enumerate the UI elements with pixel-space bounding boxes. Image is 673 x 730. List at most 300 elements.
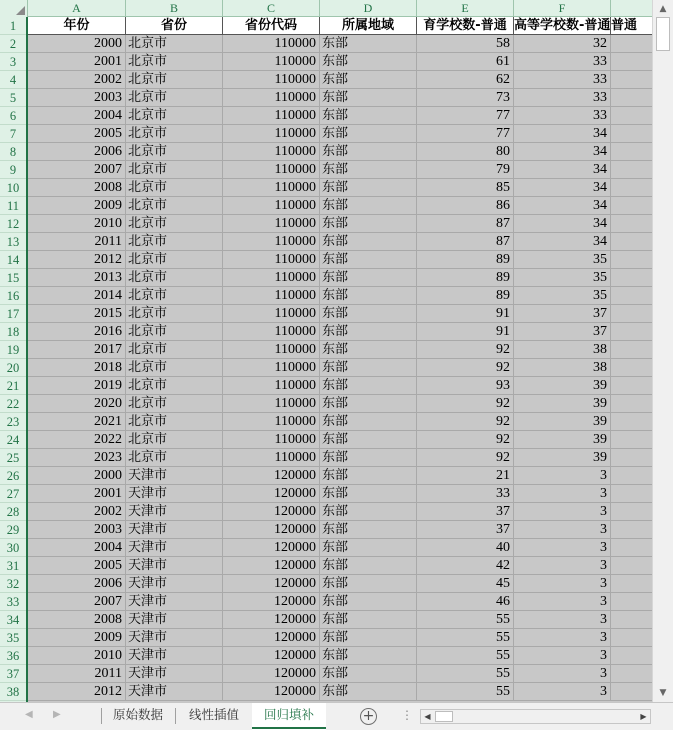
cell-province[interactable]: 北京市: [126, 395, 223, 413]
cell-year[interactable]: 2004: [28, 539, 126, 557]
cell-province[interactable]: 北京市: [126, 35, 223, 53]
cell-region[interactable]: 东部: [320, 53, 417, 71]
cell-e[interactable]: 55: [417, 683, 514, 701]
cell-f[interactable]: 3: [514, 539, 611, 557]
cell-region[interactable]: 东部: [320, 629, 417, 647]
row-header[interactable]: 34: [0, 611, 26, 629]
cell-region[interactable]: 东部: [320, 89, 417, 107]
cell-province-code[interactable]: 110000: [223, 179, 320, 197]
cell-province[interactable]: 北京市: [126, 89, 223, 107]
cell-province-code[interactable]: 120000: [223, 575, 320, 593]
cell-g[interactable]: [611, 305, 652, 323]
cell-g[interactable]: [611, 125, 652, 143]
row-header[interactable]: 11: [0, 197, 26, 215]
cell-f[interactable]: 3: [514, 611, 611, 629]
cell-province-code[interactable]: 110000: [223, 341, 320, 359]
cell-year[interactable]: 2008: [28, 179, 126, 197]
cell-region[interactable]: 东部: [320, 251, 417, 269]
cell-e[interactable]: 62: [417, 71, 514, 89]
cell-e[interactable]: 77: [417, 125, 514, 143]
cell-province-code[interactable]: 110000: [223, 107, 320, 125]
column-header-c[interactable]: C: [223, 0, 320, 17]
cell-f1[interactable]: 高等学校数-普通: [514, 18, 611, 33]
cell-g[interactable]: [611, 143, 652, 161]
cell-province[interactable]: 北京市: [126, 269, 223, 287]
cell-e[interactable]: 86: [417, 197, 514, 215]
cell-e[interactable]: 92: [417, 341, 514, 359]
cell-f[interactable]: 34: [514, 125, 611, 143]
cell-region[interactable]: 东部: [320, 179, 417, 197]
cell-year[interactable]: 2014: [28, 287, 126, 305]
cell-province-code[interactable]: 120000: [223, 683, 320, 701]
cell-year[interactable]: 2020: [28, 395, 126, 413]
cell-g[interactable]: [611, 449, 652, 467]
cell-f[interactable]: 37: [514, 323, 611, 341]
row-header[interactable]: 33: [0, 593, 26, 611]
tab-linear-interpolation[interactable]: 线性插值: [188, 707, 239, 722]
cell-province[interactable]: 天津市: [126, 485, 223, 503]
cell-year[interactable]: 2023: [28, 449, 126, 467]
row-header[interactable]: 23: [0, 413, 26, 431]
cell-region[interactable]: 东部: [320, 359, 417, 377]
cell-g[interactable]: [611, 503, 652, 521]
cell-province-code[interactable]: 110000: [223, 449, 320, 467]
vertical-scrollbar[interactable]: [652, 0, 673, 702]
cell-f[interactable]: 34: [514, 179, 611, 197]
row-header[interactable]: 7: [0, 125, 26, 143]
cell-f[interactable]: 3: [514, 593, 611, 611]
row-header[interactable]: 36: [0, 647, 26, 665]
cell-g[interactable]: [611, 647, 652, 665]
cell-year[interactable]: 2007: [28, 593, 126, 611]
cell-e[interactable]: 89: [417, 251, 514, 269]
cell-year[interactable]: 2013: [28, 269, 126, 287]
cell-g[interactable]: [611, 197, 652, 215]
cell-e[interactable]: 33: [417, 485, 514, 503]
cell-province-code[interactable]: 110000: [223, 359, 320, 377]
cell-province-code[interactable]: 120000: [223, 467, 320, 485]
row-header[interactable]: 37: [0, 665, 26, 683]
row-header[interactable]: 13: [0, 233, 26, 251]
cell-region[interactable]: 东部: [320, 575, 417, 593]
cell-f[interactable]: 38: [514, 341, 611, 359]
cell-region[interactable]: 东部: [320, 161, 417, 179]
cell-e[interactable]: 91: [417, 323, 514, 341]
cell-year[interactable]: 2019: [28, 377, 126, 395]
row-header[interactable]: 16: [0, 287, 26, 305]
cell-g[interactable]: [611, 629, 652, 647]
cell-g[interactable]: [611, 575, 652, 593]
cell-year[interactable]: 2010: [28, 215, 126, 233]
tab-regression-fill[interactable]: 回归填补: [252, 703, 326, 729]
cell-province[interactable]: 北京市: [126, 287, 223, 305]
cell-province[interactable]: 北京市: [126, 161, 223, 179]
cell-e[interactable]: 79: [417, 161, 514, 179]
cell-province[interactable]: 北京市: [126, 53, 223, 71]
cell-f[interactable]: 3: [514, 557, 611, 575]
row-header[interactable]: 5: [0, 89, 26, 107]
cell-year[interactable]: 2017: [28, 341, 126, 359]
select-all-corner[interactable]: [0, 0, 28, 17]
cell-f[interactable]: 33: [514, 89, 611, 107]
cell-region[interactable]: 东部: [320, 593, 417, 611]
cell-e1[interactable]: 育学校数-普通: [417, 17, 514, 35]
cell-year[interactable]: 2002: [28, 503, 126, 521]
cell-year[interactable]: 2002: [28, 71, 126, 89]
row-header[interactable]: 15: [0, 269, 26, 287]
cell-year[interactable]: 2001: [28, 485, 126, 503]
cell-f[interactable]: 32: [514, 35, 611, 53]
cell-f[interactable]: 3: [514, 521, 611, 539]
cell-f[interactable]: 3: [514, 683, 611, 701]
row-header[interactable]: 24: [0, 431, 26, 449]
cell-province-code[interactable]: 110000: [223, 377, 320, 395]
cell-region[interactable]: 东部: [320, 539, 417, 557]
cell-g[interactable]: [611, 593, 652, 611]
cell-year[interactable]: 2009: [28, 197, 126, 215]
cell-f[interactable]: 39: [514, 413, 611, 431]
column-header-a[interactable]: A: [28, 0, 126, 17]
cell-year[interactable]: 2006: [28, 143, 126, 161]
cell-e[interactable]: 40: [417, 539, 514, 557]
cell-province[interactable]: 北京市: [126, 179, 223, 197]
cell-province-code[interactable]: 120000: [223, 503, 320, 521]
cell-g[interactable]: [611, 539, 652, 557]
cell-province[interactable]: 天津市: [126, 647, 223, 665]
cell-e[interactable]: 61: [417, 53, 514, 71]
chevron-left-icon[interactable]: ◀: [424, 712, 431, 721]
cell-province[interactable]: 天津市: [126, 665, 223, 683]
cell-year[interactable]: 2000: [28, 35, 126, 53]
cell-province[interactable]: 北京市: [126, 359, 223, 377]
cell-e[interactable]: 45: [417, 575, 514, 593]
cell-region[interactable]: 东部: [320, 377, 417, 395]
cell-g[interactable]: [611, 35, 652, 53]
cell-year[interactable]: 2005: [28, 557, 126, 575]
row-header[interactable]: 29: [0, 521, 26, 539]
cell-f[interactable]: 39: [514, 449, 611, 467]
cell-region[interactable]: 东部: [320, 647, 417, 665]
row-header[interactable]: 3: [0, 53, 26, 71]
row-header[interactable]: 31: [0, 557, 26, 575]
column-header-b[interactable]: B: [126, 0, 223, 17]
cell-region[interactable]: 东部: [320, 233, 417, 251]
cell-f[interactable]: 34: [514, 215, 611, 233]
cell-region[interactable]: 东部: [320, 323, 417, 341]
cell-region[interactable]: 东部: [320, 143, 417, 161]
row-header[interactable]: 27: [0, 485, 26, 503]
cell-region[interactable]: 东部: [320, 35, 417, 53]
cell-region[interactable]: 东部: [320, 71, 417, 89]
chevron-right-icon[interactable]: ▶: [640, 712, 647, 721]
ellipsis-icon[interactable]: ⋮: [401, 708, 412, 722]
chevron-up-icon[interactable]: ▲: [659, 4, 667, 14]
cell-year[interactable]: 2016: [28, 323, 126, 341]
cell-region[interactable]: 东部: [320, 269, 417, 287]
cell-province[interactable]: 天津市: [126, 629, 223, 647]
cell-province-code[interactable]: 110000: [223, 71, 320, 89]
cell-province-code[interactable]: 120000: [223, 647, 320, 665]
cell-province-code[interactable]: 120000: [223, 665, 320, 683]
cell-year[interactable]: 2005: [28, 125, 126, 143]
cell-year[interactable]: 2012: [28, 683, 126, 701]
cell-g[interactable]: [611, 107, 652, 125]
cell-province[interactable]: 北京市: [126, 377, 223, 395]
cell-e[interactable]: 89: [417, 287, 514, 305]
cell-e[interactable]: 58: [417, 35, 514, 53]
tab-scroll-left-icon[interactable]: ◀: [25, 709, 33, 720]
row-header[interactable]: 9: [0, 161, 26, 179]
cell-e[interactable]: 92: [417, 431, 514, 449]
row-header-1[interactable]: 1: [0, 17, 26, 35]
cell-e[interactable]: 92: [417, 449, 514, 467]
cell-province-code[interactable]: 110000: [223, 89, 320, 107]
cell-g[interactable]: [611, 395, 652, 413]
cell-region[interactable]: 东部: [320, 125, 417, 143]
cell-e[interactable]: 73: [417, 89, 514, 107]
row-header[interactable]: 21: [0, 377, 26, 395]
row-header[interactable]: 32: [0, 575, 26, 593]
cell-f[interactable]: 37: [514, 305, 611, 323]
cell-year[interactable]: 2021: [28, 413, 126, 431]
cell-province-code[interactable]: 110000: [223, 161, 320, 179]
cell-g[interactable]: [611, 179, 652, 197]
column-header-g[interactable]: [611, 0, 652, 17]
horizontal-scrollbar[interactable]: [420, 709, 651, 724]
cell-province[interactable]: 天津市: [126, 503, 223, 521]
row-header[interactable]: 10: [0, 179, 26, 197]
cell-f[interactable]: 3: [514, 629, 611, 647]
cell-region[interactable]: 东部: [320, 197, 417, 215]
cell-province-code[interactable]: 110000: [223, 215, 320, 233]
row-header[interactable]: 8: [0, 143, 26, 161]
cell-province[interactable]: 天津市: [126, 611, 223, 629]
cell-g[interactable]: [611, 233, 652, 251]
cell-region[interactable]: 东部: [320, 215, 417, 233]
cell-e[interactable]: 46: [417, 593, 514, 611]
cell-province[interactable]: 北京市: [126, 197, 223, 215]
cell-province[interactable]: 天津市: [126, 683, 223, 701]
cell-year[interactable]: 2018: [28, 359, 126, 377]
tab-scroll-right-icon[interactable]: ▶: [53, 709, 61, 720]
cell-f[interactable]: 33: [514, 71, 611, 89]
cell-f[interactable]: 35: [514, 287, 611, 305]
cell-g[interactable]: [611, 341, 652, 359]
cell-region[interactable]: 东部: [320, 287, 417, 305]
cell-province-code[interactable]: 120000: [223, 557, 320, 575]
cell-area[interactable]: [28, 17, 652, 702]
row-header[interactable]: 35: [0, 629, 26, 647]
cell-province-code[interactable]: 110000: [223, 269, 320, 287]
cell-a1[interactable]: 年份: [28, 17, 126, 35]
cell-province-code[interactable]: 120000: [223, 611, 320, 629]
cell-year[interactable]: 2004: [28, 107, 126, 125]
cell-f[interactable]: 38: [514, 359, 611, 377]
cell-province[interactable]: 北京市: [126, 143, 223, 161]
cell-province-code[interactable]: 110000: [223, 305, 320, 323]
row-header[interactable]: 14: [0, 251, 26, 269]
cell-e[interactable]: 77: [417, 107, 514, 125]
cell-province[interactable]: 北京市: [126, 341, 223, 359]
cell-region[interactable]: 东部: [320, 305, 417, 323]
cell-province[interactable]: 北京市: [126, 449, 223, 467]
cell-b1[interactable]: 省份: [126, 17, 223, 35]
cell-e[interactable]: 37: [417, 521, 514, 539]
cell-province[interactable]: 北京市: [126, 305, 223, 323]
cell-e[interactable]: 55: [417, 629, 514, 647]
cell-f[interactable]: 39: [514, 377, 611, 395]
cell-province[interactable]: 北京市: [126, 107, 223, 125]
cell-province[interactable]: 北京市: [126, 323, 223, 341]
cell-region[interactable]: 东部: [320, 467, 417, 485]
cell-g[interactable]: [611, 161, 652, 179]
cell-year[interactable]: 2001: [28, 53, 126, 71]
row-header[interactable]: 6: [0, 107, 26, 125]
cell-year[interactable]: 2011: [28, 233, 126, 251]
tab-raw-data[interactable]: 原始数据: [112, 707, 163, 722]
cell-f[interactable]: 33: [514, 53, 611, 71]
cell-g[interactable]: [611, 377, 652, 395]
row-header[interactable]: 28: [0, 503, 26, 521]
cell-g[interactable]: [611, 485, 652, 503]
cell-region[interactable]: 东部: [320, 395, 417, 413]
cell-f[interactable]: 33: [514, 107, 611, 125]
row-header[interactable]: 25: [0, 449, 26, 467]
cell-province[interactable]: 北京市: [126, 125, 223, 143]
plus-circle-icon[interactable]: +: [360, 708, 377, 725]
cell-year[interactable]: 2010: [28, 647, 126, 665]
row-header[interactable]: 38: [0, 683, 26, 701]
cell-g[interactable]: [611, 521, 652, 539]
cell-region[interactable]: 东部: [320, 107, 417, 125]
cell-c1[interactable]: 省份代码: [223, 17, 320, 35]
cell-year[interactable]: 2015: [28, 305, 126, 323]
cell-region[interactable]: 东部: [320, 449, 417, 467]
cell-province[interactable]: 北京市: [126, 431, 223, 449]
cell-g[interactable]: [611, 251, 652, 269]
cell-g[interactable]: [611, 467, 652, 485]
chevron-down-icon[interactable]: ▼: [659, 688, 667, 698]
cell-g[interactable]: [611, 413, 652, 431]
cell-f[interactable]: 3: [514, 485, 611, 503]
cell-year[interactable]: 2009: [28, 629, 126, 647]
cell-province[interactable]: 天津市: [126, 539, 223, 557]
cell-e[interactable]: 92: [417, 413, 514, 431]
row-header[interactable]: 26: [0, 467, 26, 485]
cell-province[interactable]: 北京市: [126, 215, 223, 233]
cell-g[interactable]: [611, 71, 652, 89]
cell-g[interactable]: [611, 215, 652, 233]
cell-f[interactable]: 3: [514, 503, 611, 521]
cell-province-code[interactable]: 110000: [223, 125, 320, 143]
cell-f[interactable]: 35: [514, 269, 611, 287]
cell-year[interactable]: 2011: [28, 665, 126, 683]
cell-g[interactable]: [611, 89, 652, 107]
cell-region[interactable]: 东部: [320, 485, 417, 503]
cell-e[interactable]: 93: [417, 377, 514, 395]
cell-e[interactable]: 89: [417, 269, 514, 287]
cell-province[interactable]: 天津市: [126, 575, 223, 593]
cell-region[interactable]: 东部: [320, 683, 417, 701]
cell-year[interactable]: 2012: [28, 251, 126, 269]
cell-f[interactable]: 35: [514, 251, 611, 269]
cell-province-code[interactable]: 110000: [223, 197, 320, 215]
cell-year[interactable]: 2003: [28, 521, 126, 539]
vertical-scroll-thumb[interactable]: [656, 17, 670, 51]
cell-province-code[interactable]: 110000: [223, 53, 320, 71]
cell-f[interactable]: 34: [514, 197, 611, 215]
cell-e[interactable]: 80: [417, 143, 514, 161]
cell-province-code[interactable]: 110000: [223, 395, 320, 413]
cell-g[interactable]: [611, 665, 652, 683]
cell-province-code[interactable]: 110000: [223, 143, 320, 161]
cell-province-code[interactable]: 120000: [223, 629, 320, 647]
cell-province-code[interactable]: 120000: [223, 539, 320, 557]
cell-year[interactable]: 2008: [28, 611, 126, 629]
cell-g[interactable]: [611, 53, 652, 71]
column-header-d[interactable]: D: [320, 0, 417, 17]
cell-year[interactable]: 2000: [28, 467, 126, 485]
cell-e[interactable]: 85: [417, 179, 514, 197]
cell-region[interactable]: 东部: [320, 521, 417, 539]
cell-e[interactable]: 87: [417, 233, 514, 251]
cell-province[interactable]: 北京市: [126, 71, 223, 89]
cell-g[interactable]: [611, 611, 652, 629]
row-header[interactable]: 2: [0, 35, 26, 53]
cell-region[interactable]: 东部: [320, 665, 417, 683]
row-header[interactable]: 12: [0, 215, 26, 233]
cell-g[interactable]: [611, 287, 652, 305]
cell-e[interactable]: 37: [417, 503, 514, 521]
cell-province-code[interactable]: 110000: [223, 323, 320, 341]
cell-g[interactable]: [611, 323, 652, 341]
row-header[interactable]: 30: [0, 539, 26, 557]
cell-f[interactable]: 3: [514, 647, 611, 665]
cell-region[interactable]: 东部: [320, 431, 417, 449]
cell-province[interactable]: 天津市: [126, 593, 223, 611]
cell-year[interactable]: 2007: [28, 161, 126, 179]
cell-f[interactable]: 34: [514, 161, 611, 179]
cell-province-code[interactable]: 120000: [223, 593, 320, 611]
cell-year[interactable]: 2006: [28, 575, 126, 593]
cell-region[interactable]: 东部: [320, 413, 417, 431]
cell-e[interactable]: 55: [417, 665, 514, 683]
cell-region[interactable]: 东部: [320, 557, 417, 575]
cell-g[interactable]: [611, 683, 652, 701]
cell-f[interactable]: 3: [514, 575, 611, 593]
cell-province-code[interactable]: 110000: [223, 35, 320, 53]
cell-year[interactable]: 2003: [28, 89, 126, 107]
row-header[interactable]: 19: [0, 341, 26, 359]
row-header[interactable]: 17: [0, 305, 26, 323]
column-header-e[interactable]: E: [417, 0, 514, 17]
cell-g[interactable]: [611, 431, 652, 449]
cell-e[interactable]: 21: [417, 467, 514, 485]
cell-g[interactable]: [611, 269, 652, 287]
cell-province[interactable]: 天津市: [126, 467, 223, 485]
cell-region[interactable]: 东部: [320, 611, 417, 629]
cell-province-code[interactable]: 120000: [223, 485, 320, 503]
cell-g1[interactable]: 普通: [611, 17, 652, 35]
cell-g[interactable]: [611, 359, 652, 377]
cell-province-code[interactable]: 110000: [223, 233, 320, 251]
cell-f[interactable]: 39: [514, 395, 611, 413]
cell-f[interactable]: 39: [514, 431, 611, 449]
cell-f[interactable]: 34: [514, 143, 611, 161]
cell-f[interactable]: 3: [514, 467, 611, 485]
row-header[interactable]: 4: [0, 71, 26, 89]
cell-e[interactable]: 92: [417, 395, 514, 413]
